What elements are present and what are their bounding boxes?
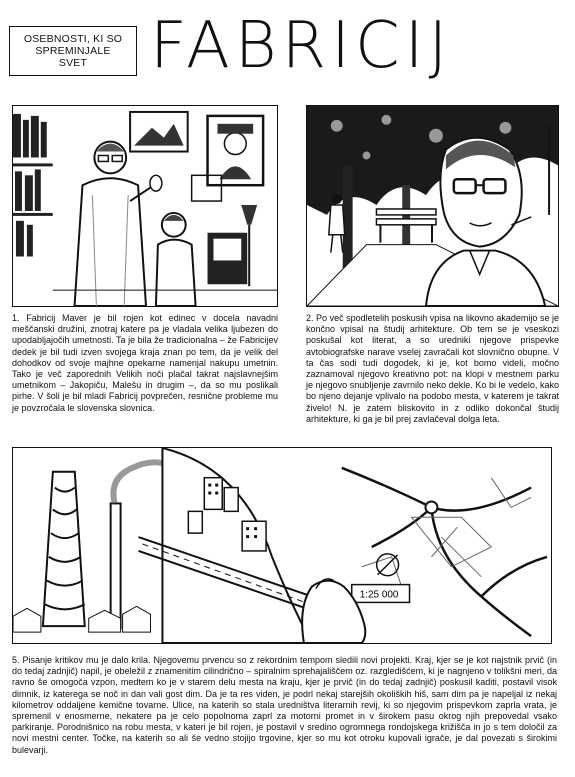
- comic-panel-5: [12, 447, 552, 644]
- panel-2-caption: 2. Po več spodletelih poskusih vpisa na likovno akademijo se je končno vpisal na študij arhitekture. Ob tem se je vseskozi poskušal kot literat, a so uredniki njegove prispevke avtobiografske narave vselej zavračali kot slovnično obupne. V ta čas sodi tudi dogodek, ki je, kot bomo videli, močno zaznamoval njegovo kreativno pot: na klopi v mestnem parku je njegovo snubljenje zavrnilo neko dekle. Ko bi le vedelo, kako bo njeno dejanje vplivalo na podobo mesta, v katerem je takrat živelo! N. je zatem bliskovito in z odliko dokončal študij arhitekture, ki ga je bil prej zavlačeval dolga leta.: [306, 313, 559, 424]
- comic-panel-1: [12, 105, 278, 307]
- map-scale-label: 1:25 000: [359, 589, 399, 601]
- panel-2-illustration: [307, 106, 558, 306]
- panel-1-caption: 1. Fabricij Maver je bil rojen kot edinec v docela navadni meščanski družini, znotraj katere pa je vladala velika ljubezen do upodabljajočih umetnosti. Ta je bila že tradicionalna – že Fabricijev dedek je bil tudi izven svojega kraja znan po tem, da je velik del dohodkov od svoje majhne opekarne namenjal nakupu umetnin. Tako je več zaporednih Velikih noči plačal takrat najslavnejšim umetnikom – Jakopiču, Malešu in drugim –, da so mu poslikali pirhe. V šoli je bil mladi Fabricij povprečen, resnične probleme mu je povzročala le slovenska slovnica.: [12, 313, 278, 413]
- series-badge-text: OSEBNOSTI, KI SO SPREMINJALE SVET: [23, 33, 123, 69]
- comic-panel-2: [306, 105, 559, 307]
- panel-5-caption: 5. Pisanje kritikov mu je dalo krila. Njegovemu prvencu so z rekordnim tempom sledili novi projekti. Kraj, kjer se je kot najstnik prvič (in do tedaj zadnjič) napil, je obeležil z znamenitim cilindrično – spiralnim sprehajališčem oz. razgledišćem, ki je nagnjeno v tolikšni meri, da ravno še omogoča vzpon, medtem ko je v starem delu mesta na kraju, kjer je prvič (in do tedaj zadnjič) poskusil kaditi, postavil visok dimnik, iz katerega se noč in dan vali gost dim. Da je ta res viden, je podrl nekaj starejših okoliških hiš, sam dim pa je napeljal iz nekaj kilometrov oddaljene kemične tovarne. Ulice, na katerih so stala uredništva literarnih revij, ki so njegovim prispevkom zaprla vrata, je spremenil v enosmerne, nekatere pa je celo popolnoma zaprl za motorni promet in v širokem pasu okrog njih prepovedal vsako parkiranje. Porodnišnico na robu mesta, v kateri je bil rojen, je postavil v sredino ogromnega rondojskega križišča in jo s tem določil za novi mestni center. Točke, na katerih so ali še vedno stojijo trgovine, kjer so mu kot otroku kupovali igrače, je dal povezati s širokimi bulevarji.: [12, 655, 557, 755]
- series-badge: [9, 26, 137, 76]
- page-title: FABRICIJ: [150, 9, 453, 83]
- panel-5-illustration: [13, 448, 551, 643]
- panel-1-illustration: [13, 106, 277, 306]
